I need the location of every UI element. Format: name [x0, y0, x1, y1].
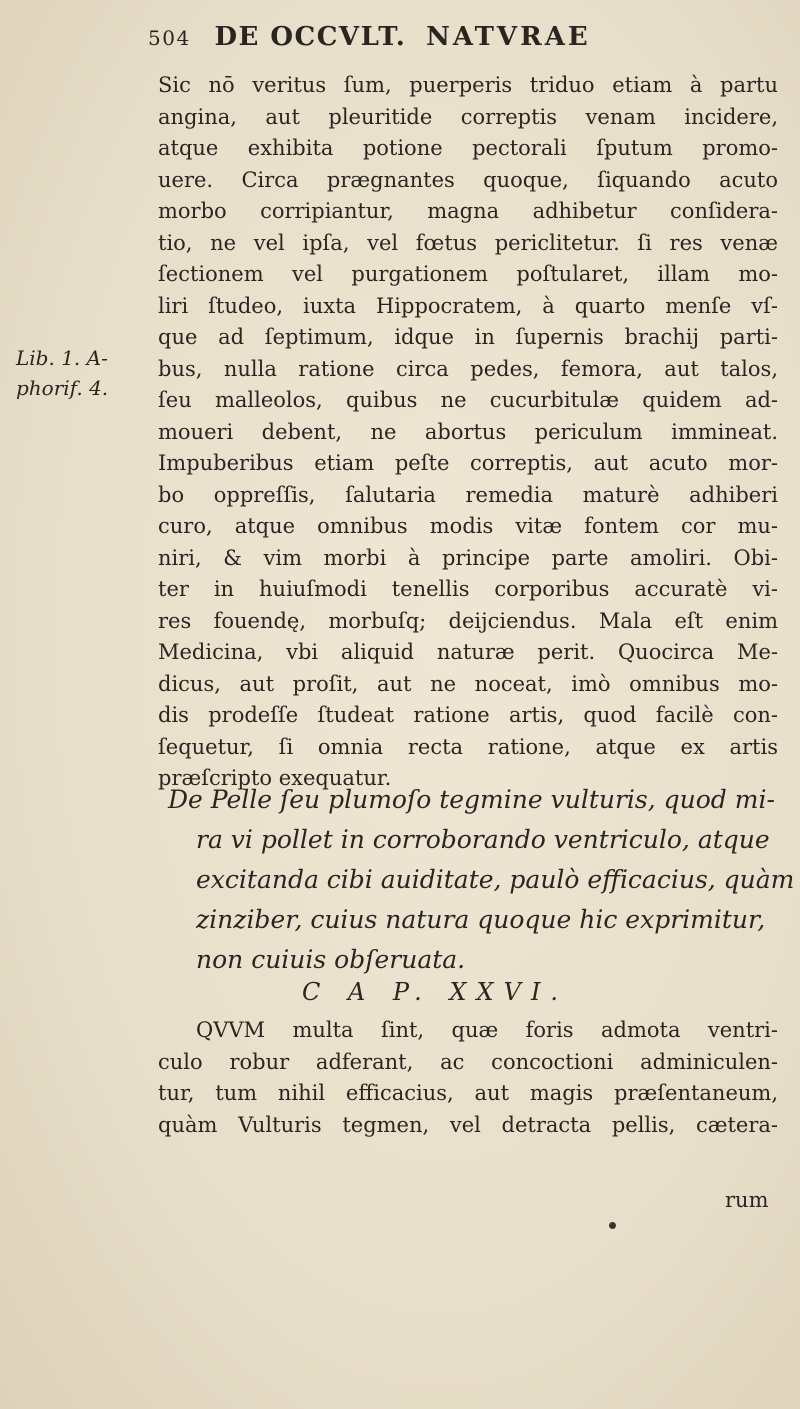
- text-line: moueri debent, ne abortus periculum immineat.: [158, 419, 778, 444]
- section-heading: [168, 780, 795, 980]
- text-line: curo, atque omnibus modis vitæ fontem cor mu-: [158, 514, 778, 538]
- chapter-paragraph: [158, 1015, 778, 1141]
- running-head: [148, 22, 768, 66]
- page-number: 504: [148, 26, 191, 50]
- text-line: Impuberibus etiam peſte correptis, aut acuto mor-: [158, 451, 778, 475]
- text-line: res fouendę, morbuſq; deijciendus. Mala eſt enim: [158, 608, 778, 633]
- text-line: ſequetur, ſi omnia recta ratione, atque ex artis: [158, 734, 778, 759]
- text-line: dis prodeſſe ſtudeat ratione artis, quod facilè con-: [158, 703, 778, 727]
- text-line: ſeu malleolos, quibus ne cucurbitulæ quidem ad-: [158, 388, 778, 412]
- text-line: morbo corripiantur, magna adhibetur conſidera-: [158, 199, 778, 223]
- text-line: ter in huiuſmodi tenellis corporibus accuratè vi-: [158, 577, 778, 601]
- text-line: bo oppreſſis, ſalutaria remedia maturè adhiberi: [158, 482, 778, 507]
- text-line: quàm Vulturis tegmen, vel detracta pellis, cætera-: [158, 1112, 778, 1137]
- running-title-continued: NATVRAE: [426, 22, 591, 52]
- chapter-label: C A P. XXVI.: [301, 978, 569, 1006]
- text-line: uere. Circa prægnantes quoque, ſiquando acuto: [158, 167, 778, 192]
- text-line: Sic nō veritus ſum, puerperis triduo etiam à partu: [158, 73, 778, 97]
- text-line: bus, nulla ratione circa pedes, femora, aut talos,: [158, 356, 778, 381]
- text-line: dicus, aut proſit, aut ne noceat, imò omnibus mo-: [158, 671, 778, 696]
- heading-line: ra vi pollet in corroborando ventriculo, atque: [196, 825, 770, 854]
- marginal-note-line: Lib. 1. A-: [16, 346, 108, 370]
- heading-line: zinziber, cuius natura quoque hic exprimitur,: [196, 905, 766, 934]
- heading-line: non cuiuis obſeruata.: [196, 945, 466, 974]
- text-line: QVVM multa ſint, quæ foris admota ventri-: [196, 1018, 778, 1042]
- text-line: niri, & vim morbi à principe parte amoliri. Obi-: [158, 545, 778, 570]
- text-line: que ad ſeptimum, idque in ſupernis brachij parti-: [158, 325, 778, 349]
- text-line: angina, aut pleuritide correptis venam incidere,: [158, 104, 778, 129]
- text-line: atque exhibita potione pectorali ſputum promo-: [158, 136, 778, 160]
- text-line: liri ſtudeo, iuxta Hippocratem, à quarto menſe vſ-: [158, 293, 778, 318]
- text-line: tio, ne vel ipſa, vel fœtus periclitetur. ſi res venæ: [158, 230, 778, 255]
- text-line: Medicina, vbi aliquid naturæ perit. Quocirca Me-: [158, 640, 778, 664]
- text-line: tur, tum nihil efficacius, aut magis præſentaneum,: [158, 1081, 778, 1105]
- text-line: præſcripto exequatur.: [158, 766, 392, 790]
- heading-line: excitanda cibi auiditate, paulò efficacius, quàm: [196, 865, 795, 894]
- text-line: culo robur adferant, ac concoctioni adminiculen-: [158, 1049, 778, 1074]
- marginal-note: [16, 343, 136, 403]
- ink-speck: [609, 1222, 616, 1229]
- running-title: DE OCCVLT.: [214, 22, 407, 52]
- main-paragraph: [158, 70, 778, 795]
- heading-line: De Pelle ſeu plumoſo tegmine vulturis, quod mi-: [168, 785, 775, 814]
- catchword: rum: [725, 1188, 769, 1212]
- marginal-note-line: phorif. 4.: [16, 376, 109, 400]
- text-line: ſectionem vel purgationem poſtularet, illam mo-: [158, 262, 778, 286]
